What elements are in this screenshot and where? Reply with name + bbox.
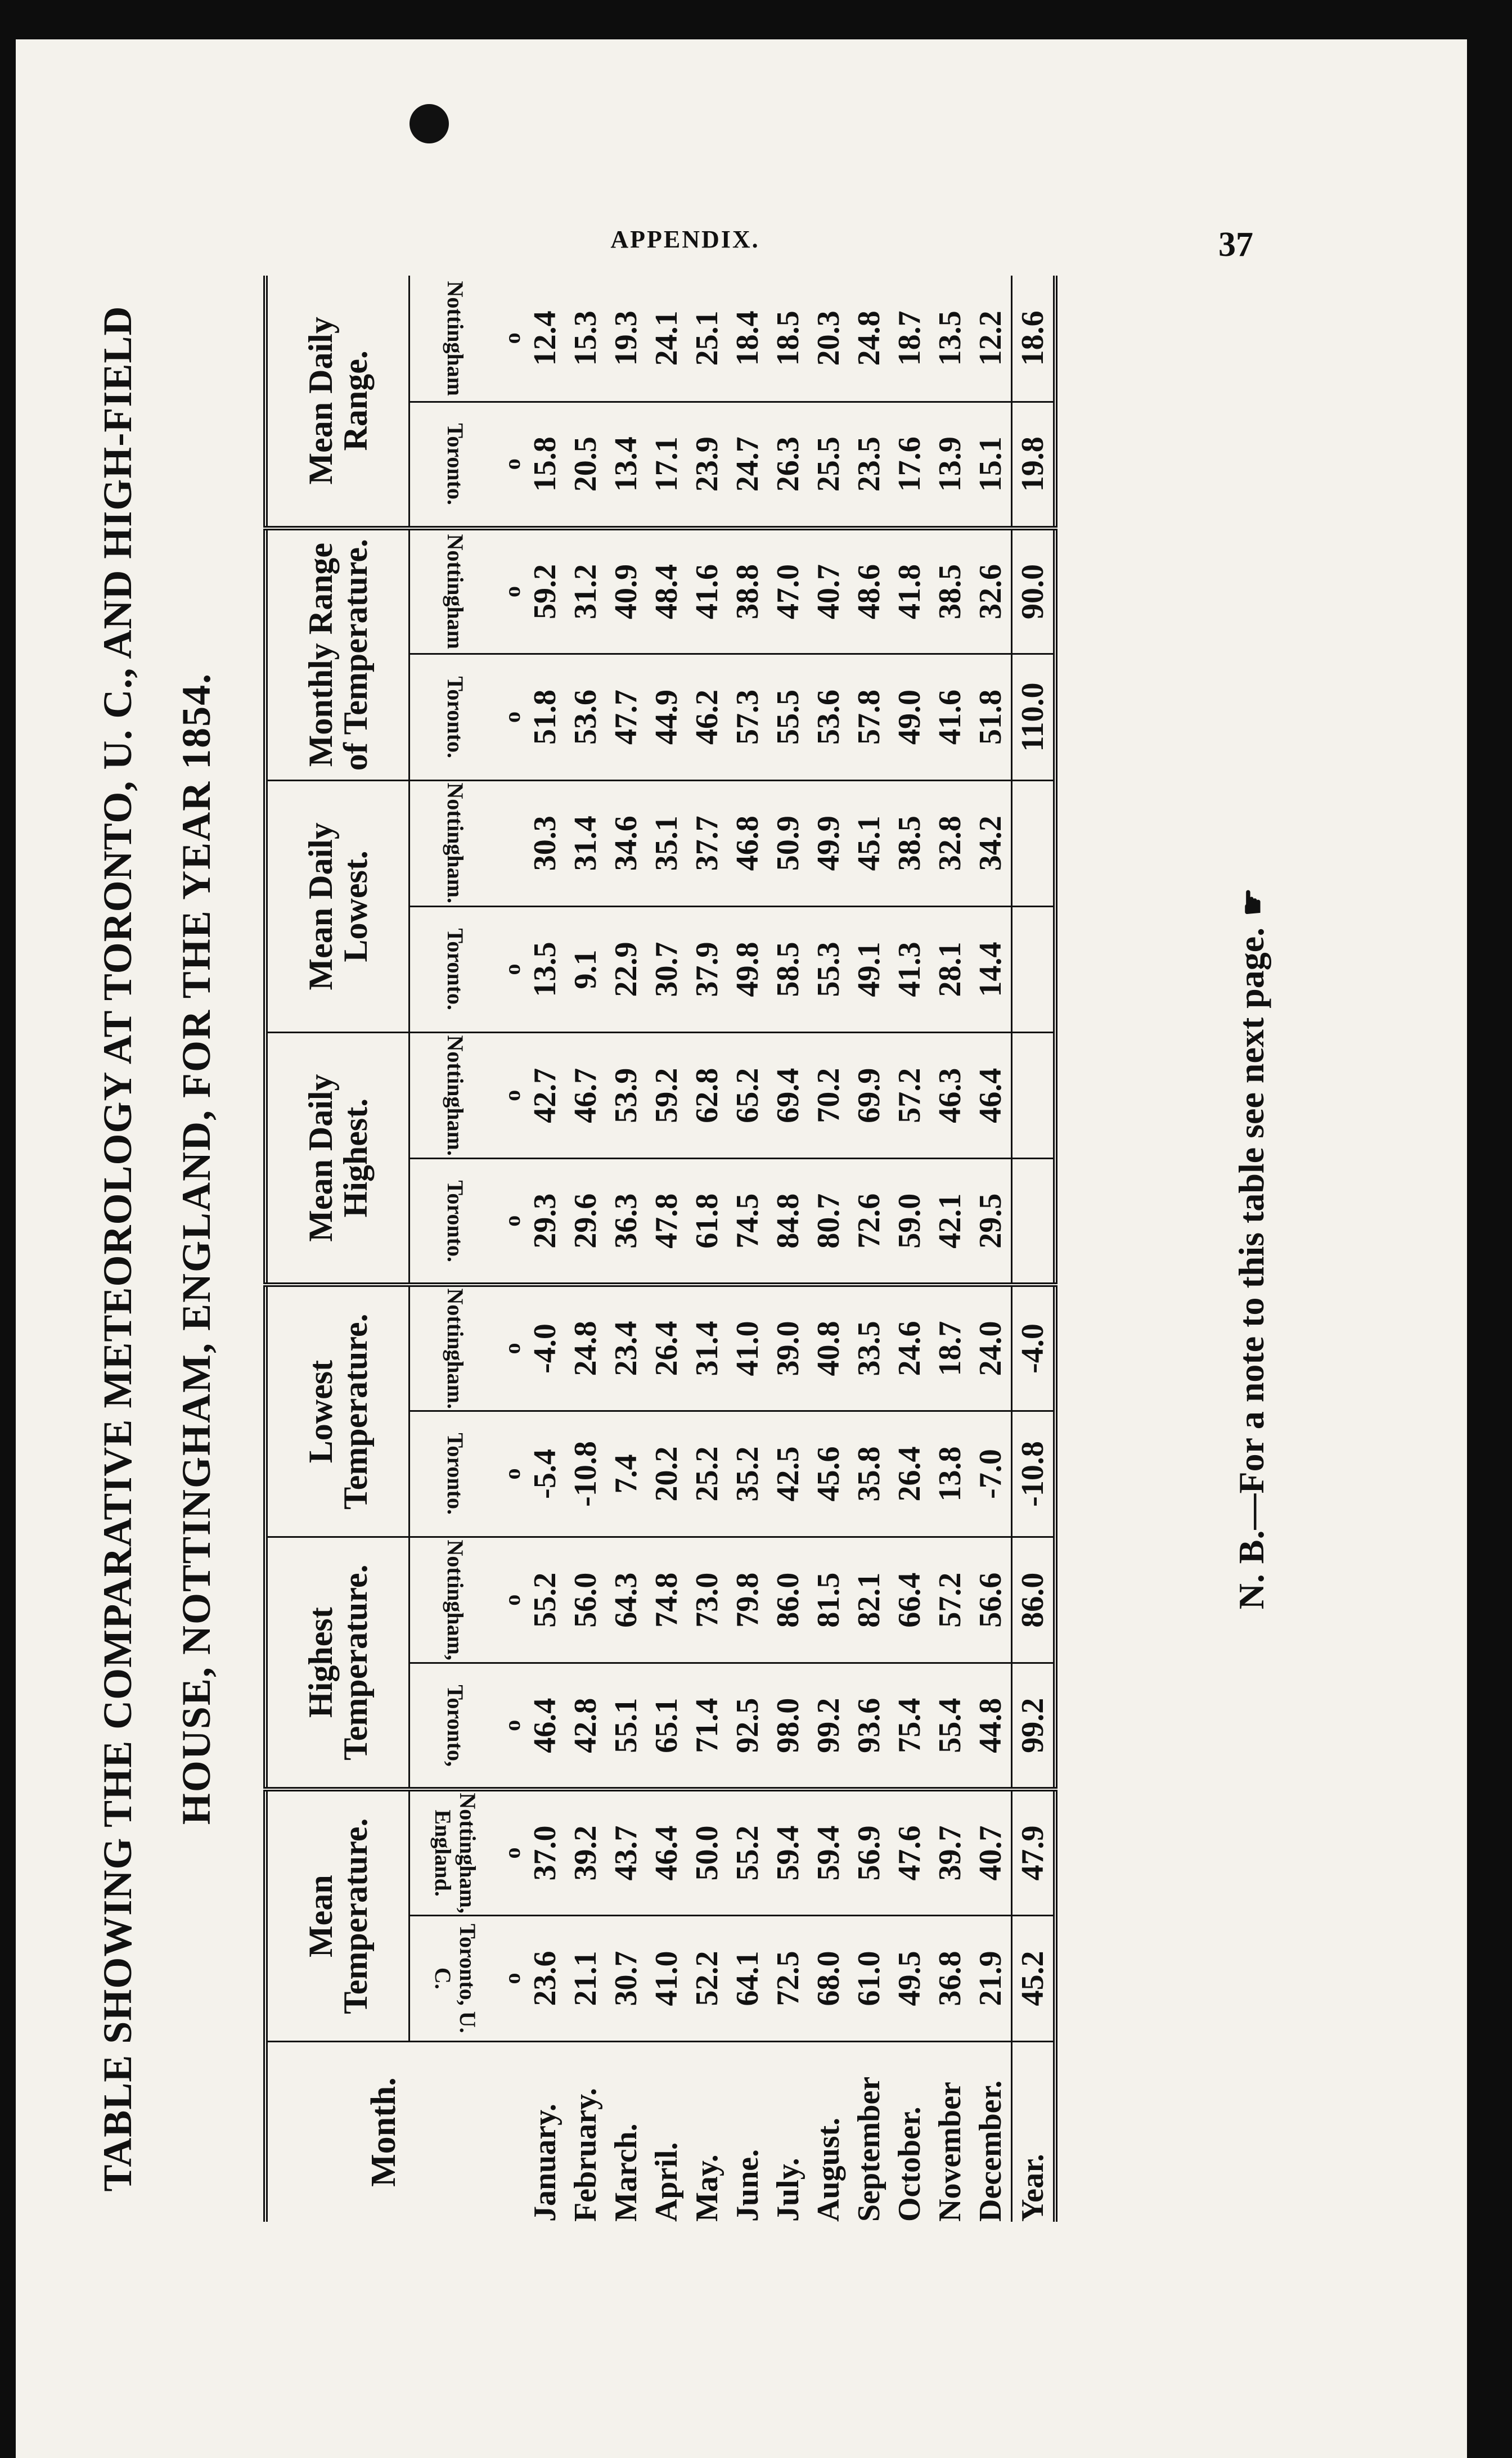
value-cell: 47.6: [889, 1789, 930, 1915]
value-cell: 29.6: [565, 1159, 606, 1285]
value-cell: 13.5: [525, 906, 565, 1032]
value-cell: 65.2: [727, 1033, 768, 1159]
value-cell: 32.8: [930, 780, 970, 906]
value-cell: 18.7: [889, 276, 930, 402]
value-cell: 39.2: [565, 1789, 606, 1915]
value-cell: 86.0: [768, 1537, 808, 1663]
value-cell: 57.2: [889, 1033, 930, 1159]
value-cell: 90.0: [1012, 528, 1056, 654]
rotated-table-block: [94, 276, 1271, 2222]
value-cell: -10.8: [1012, 1411, 1056, 1537]
value-cell: 46.4: [970, 1033, 1012, 1159]
footnote-text: —For a note to this table see next page.: [1231, 927, 1271, 1530]
month-cell: June.: [730, 2149, 765, 2222]
footnote-lead: N. B.: [1231, 1529, 1271, 1610]
month-cell: March.: [609, 2123, 644, 2222]
group-header: Mean Daily Lowest.: [266, 780, 410, 1033]
group-header: Highest Temperature.: [266, 1537, 410, 1790]
value-cell: 28.1: [930, 906, 970, 1032]
sub-header-label: Toronto.: [443, 676, 468, 758]
value-cell: 45.1: [849, 780, 889, 906]
value-cell: 73.0: [687, 1537, 727, 1663]
value-cell: 31.4: [687, 1285, 727, 1411]
value-cell: -5.4: [525, 1411, 565, 1537]
table-row: [768, 276, 808, 2222]
value-cell: 24.6: [889, 1285, 930, 1411]
value-cell: 59.2: [646, 1033, 687, 1159]
value-cell: 33.5: [849, 1285, 889, 1411]
sub-header: [410, 1159, 501, 1285]
sub-header-label: Toronto, U. C.: [430, 1924, 480, 2033]
value-cell: 38.8: [727, 528, 768, 654]
footnote: [1231, 276, 1272, 2222]
table-body: [500, 276, 1055, 2222]
value-cell: 25.5: [808, 402, 849, 528]
running-header: APPENDIX.: [610, 226, 760, 253]
month-cell: February.: [568, 2088, 603, 2222]
value-cell: -10.8: [565, 1411, 606, 1537]
group-header: Mean Daily Highest.: [266, 1033, 410, 1285]
value-cell: 38.5: [889, 780, 930, 906]
value-cell: 29.5: [970, 1159, 1012, 1285]
value-cell: 42.8: [565, 1663, 606, 1789]
value-cell: 55.4: [930, 1663, 970, 1789]
value-cell: 72.5: [768, 1915, 808, 2041]
meteorology-table: [263, 276, 1058, 2222]
value-cell: 70.2: [808, 1033, 849, 1159]
value-cell: 50.0: [687, 1789, 727, 1915]
value-cell: 24.8: [565, 1285, 606, 1411]
value-cell: 99.2: [1012, 1663, 1056, 1789]
value-cell: 41.6: [687, 528, 727, 654]
value-cell: 18.6: [1012, 276, 1056, 402]
table-title-line-1: TABLE SHOWING THE COMPARATIVE METEOROLOGY AT TORONTO, U. C., AND HIGH-FIELD: [95, 305, 140, 2192]
pointing-hand-icon: ☛: [1236, 888, 1271, 916]
value-cell: 14.4: [970, 906, 1012, 1032]
value-cell: 39.0: [768, 1285, 808, 1411]
value-cell: 21.9: [970, 1915, 1012, 2041]
value-cell: 42.5: [768, 1411, 808, 1537]
value-cell: 40.7: [970, 1789, 1012, 1915]
value-cell: 30.3: [525, 780, 565, 906]
value-cell: [1012, 1033, 1056, 1159]
value-cell: 37.0: [525, 1789, 565, 1915]
value-cell: 13.9: [930, 402, 970, 528]
value-cell: 66.4: [889, 1537, 930, 1663]
sub-header-label: Toronto.: [443, 423, 468, 506]
value-cell: 47.9: [1012, 1789, 1056, 1915]
value-cell: 23.4: [606, 1285, 646, 1411]
value-cell: 44.8: [970, 1663, 1012, 1789]
month-cell: January.: [528, 2103, 562, 2222]
value-cell: 110.0: [1012, 654, 1056, 780]
month-cell: April.: [649, 2142, 684, 2222]
value-cell: 47.7: [606, 654, 646, 780]
value-cell: -4.0: [1012, 1285, 1056, 1411]
value-cell: 25.2: [687, 1411, 727, 1537]
value-cell: 86.0: [1012, 1537, 1056, 1663]
value-cell: 47.0: [768, 528, 808, 654]
table-row: [525, 276, 565, 2222]
value-cell: 99.2: [808, 1663, 849, 1789]
value-cell: 46.7: [565, 1033, 606, 1159]
document-page: [16, 39, 1467, 2458]
value-cell: 23.9: [687, 402, 727, 528]
value-cell: 17.6: [889, 402, 930, 528]
value-cell: 35.1: [646, 780, 687, 906]
value-cell: 31.2: [565, 528, 606, 654]
month-cell: October.: [892, 2106, 927, 2222]
sub-header-label: Nottingham, England.: [430, 1793, 480, 1914]
sub-header-label: Nottingham.: [443, 783, 468, 904]
month-cell: August.: [811, 2117, 846, 2222]
degree-mark: o: [500, 1789, 525, 1915]
sub-header-label: Toronto.: [443, 1433, 468, 1515]
sub-header: [410, 1789, 501, 1915]
sub-header: [410, 1915, 501, 2041]
value-cell: 82.1: [849, 1537, 889, 1663]
table-row: [930, 276, 970, 2222]
value-cell: 56.6: [970, 1537, 1012, 1663]
value-cell: 19.3: [606, 276, 646, 402]
value-cell: 25.1: [687, 276, 727, 402]
degree-mark: [500, 780, 525, 906]
degree-mark: o: [500, 1915, 525, 2041]
table-row: [889, 276, 930, 2222]
value-cell: 41.0: [727, 1285, 768, 1411]
degree-mark: o: [500, 906, 525, 1032]
degree-mark: o: [500, 276, 525, 402]
sub-header-label: Nottingham.: [443, 1288, 468, 1409]
value-cell: 55.5: [768, 654, 808, 780]
value-cell: 41.8: [889, 528, 930, 654]
table-row: [606, 276, 646, 2222]
value-cell: 34.2: [970, 780, 1012, 906]
value-cell: 93.6: [849, 1663, 889, 1789]
group-header: Mean Daily Range.: [266, 276, 410, 528]
degree-mark: o: [500, 1537, 525, 1663]
sub-header: [410, 276, 501, 402]
value-cell: 24.0: [970, 1285, 1012, 1411]
value-cell: 41.0: [646, 1915, 687, 2041]
value-cell: 20.5: [565, 402, 606, 528]
value-cell: 26.3: [768, 402, 808, 528]
value-cell: 22.9: [606, 906, 646, 1032]
value-cell: 31.4: [565, 780, 606, 906]
value-cell: 34.6: [606, 780, 646, 906]
value-cell: 19.8: [1012, 402, 1056, 528]
table-row: [727, 276, 768, 2222]
sub-header: [410, 528, 501, 654]
value-cell: 37.9: [687, 906, 727, 1032]
value-cell: 23.5: [849, 402, 889, 528]
value-cell: 24.8: [849, 276, 889, 402]
sub-header: [410, 654, 501, 780]
sub-header: [410, 1033, 501, 1159]
value-cell: 56.9: [849, 1789, 889, 1915]
month-cell: Year.: [1012, 2042, 1056, 2222]
value-cell: 13.5: [930, 276, 970, 402]
value-cell: 59.4: [808, 1789, 849, 1915]
value-cell: 21.1: [565, 1915, 606, 2041]
value-cell: 35.2: [727, 1411, 768, 1537]
value-cell: 64.3: [606, 1537, 646, 1663]
value-cell: 84.8: [768, 1159, 808, 1285]
sub-header: [410, 1411, 501, 1537]
meteorology-table-wrap: [263, 276, 1058, 2222]
value-cell: 59.4: [768, 1789, 808, 1915]
value-cell: 30.7: [646, 906, 687, 1032]
sub-header-label: Nottingham: [443, 534, 468, 650]
sub-header-label: Toronto.: [443, 928, 468, 1011]
degree-mark: o: [500, 1411, 525, 1537]
value-cell: 46.2: [687, 654, 727, 780]
value-cell: 12.4: [525, 276, 565, 402]
value-cell: 15.8: [525, 402, 565, 528]
value-cell: 61.0: [849, 1915, 889, 2041]
degree-mark: o: [500, 1033, 525, 1159]
value-cell: 58.5: [768, 906, 808, 1032]
sub-header: [410, 1663, 501, 1789]
value-cell: 59.0: [889, 1159, 930, 1285]
value-cell: -7.0: [970, 1411, 1012, 1537]
value-cell: 18.4: [727, 276, 768, 402]
value-cell: 24.1: [646, 276, 687, 402]
month-column-header: Month.: [266, 2042, 500, 2222]
value-cell: 23.6: [525, 1915, 565, 2041]
value-cell: 61.8: [687, 1159, 727, 1285]
table-row: [646, 276, 687, 2222]
degree-mark: o: [500, 528, 525, 654]
sub-header: [410, 906, 501, 1032]
value-cell: 51.8: [525, 654, 565, 780]
ink-blot: [410, 104, 449, 143]
value-cell: 98.0: [768, 1663, 808, 1789]
sub-header: [410, 1537, 501, 1663]
value-cell: 68.0: [808, 1915, 849, 2041]
value-cell: 37.7: [687, 780, 727, 906]
month-cell: May.: [690, 2154, 724, 2222]
value-cell: 59.2: [525, 528, 565, 654]
value-cell: 71.4: [687, 1663, 727, 1789]
value-cell: 42.7: [525, 1033, 565, 1159]
value-cell: 69.9: [849, 1033, 889, 1159]
value-cell: 15.3: [565, 276, 606, 402]
value-cell: 45.6: [808, 1411, 849, 1537]
value-cell: 48.6: [849, 528, 889, 654]
value-cell: 49.9: [808, 780, 849, 906]
value-cell: [1012, 780, 1056, 906]
month-cell: November: [933, 2082, 968, 2222]
value-cell: 44.9: [646, 654, 687, 780]
value-cell: 52.2: [687, 1915, 727, 2041]
value-cell: 46.4: [646, 1789, 687, 1915]
degree-mark: o: [500, 1159, 525, 1285]
value-cell: 57.3: [727, 654, 768, 780]
degree-mark: o: [500, 1663, 525, 1789]
value-cell: 92.5: [727, 1663, 768, 1789]
value-cell: 39.7: [930, 1789, 970, 1915]
value-cell: 55.1: [606, 1663, 646, 1789]
value-cell: 13.4: [606, 402, 646, 528]
value-cell: 64.1: [727, 1915, 768, 2041]
value-cell: 9.1: [565, 906, 606, 1032]
group-header: Mean Temperature.: [266, 1789, 410, 2042]
value-cell: [1012, 906, 1056, 1032]
value-cell: 69.4: [768, 1033, 808, 1159]
table-row: [565, 276, 606, 2222]
group-header: Lowest Temperature.: [266, 1285, 410, 1537]
value-cell: 7.4: [606, 1411, 646, 1537]
value-cell: 24.7: [727, 402, 768, 528]
month-cell: September: [852, 2076, 886, 2222]
value-cell: 79.8: [727, 1537, 768, 1663]
value-cell: 20.2: [646, 1411, 687, 1537]
sub-header-row: [410, 276, 501, 2222]
value-cell: 36.8: [930, 1915, 970, 2041]
table-title-line-2: HOUSE, NOTTINGHAM, ENGLAND, FOR THE YEAR 1854.: [174, 672, 219, 1825]
value-cell: 15.1: [970, 402, 1012, 528]
sub-header: [410, 1285, 501, 1411]
value-cell: 43.7: [606, 1789, 646, 1915]
group-header-row: [266, 276, 410, 2222]
value-cell: 49.0: [889, 654, 930, 780]
value-cell: 45.2: [1012, 1915, 1056, 2041]
value-cell: 13.8: [930, 1411, 970, 1537]
value-cell: 26.4: [889, 1411, 930, 1537]
table-row: [687, 276, 727, 2222]
value-cell: 55.2: [525, 1537, 565, 1663]
value-cell: 72.6: [849, 1159, 889, 1285]
value-cell: 42.1: [930, 1159, 970, 1285]
value-cell: [1012, 1159, 1056, 1285]
value-cell: 41.3: [889, 906, 930, 1032]
value-cell: 46.8: [727, 780, 768, 906]
blank-cell: [500, 2042, 525, 2222]
value-cell: 41.6: [930, 654, 970, 780]
degree-row: [500, 276, 525, 2222]
value-cell: 40.8: [808, 1285, 849, 1411]
value-cell: 55.3: [808, 906, 849, 1032]
value-cell: 65.1: [646, 1663, 687, 1789]
sub-header-label: Toronto.: [443, 1180, 468, 1262]
value-cell: 40.9: [606, 528, 646, 654]
value-cell: 56.0: [565, 1537, 606, 1663]
value-cell: 48.4: [646, 528, 687, 654]
value-cell: 30.7: [606, 1915, 646, 2041]
sub-header: [410, 780, 501, 906]
value-cell: 62.8: [687, 1033, 727, 1159]
degree-mark: o: [500, 1285, 525, 1411]
value-cell: 46.4: [525, 1663, 565, 1789]
value-cell: 80.7: [808, 1159, 849, 1285]
value-cell: 53.6: [565, 654, 606, 780]
value-cell: 49.1: [849, 906, 889, 1032]
sub-header-label: Nottingham,: [443, 1539, 468, 1660]
value-cell: 20.3: [808, 276, 849, 402]
value-cell: 49.5: [889, 1915, 930, 2041]
value-cell: -4.0: [525, 1285, 565, 1411]
value-cell: 49.8: [727, 906, 768, 1032]
value-cell: 29.3: [525, 1159, 565, 1285]
value-cell: 17.1: [646, 402, 687, 528]
sub-header-label: Toronto,: [443, 1684, 468, 1767]
page-number: 37: [1218, 226, 1253, 264]
value-cell: 53.6: [808, 654, 849, 780]
value-cell: 50.9: [768, 780, 808, 906]
value-cell: 81.5: [808, 1537, 849, 1663]
sub-header: [410, 402, 501, 528]
value-cell: 55.2: [727, 1789, 768, 1915]
value-cell: 38.5: [930, 528, 970, 654]
value-cell: 75.4: [889, 1663, 930, 1789]
month-cell: July.: [771, 2158, 806, 2222]
value-cell: 18.7: [930, 1285, 970, 1411]
value-cell: 18.5: [768, 276, 808, 402]
value-cell: 12.2: [970, 276, 1012, 402]
value-cell: 57.2: [930, 1537, 970, 1663]
value-cell: 51.8: [970, 654, 1012, 780]
sub-header-label: Nottingham: [443, 281, 468, 396]
degree-mark: o: [500, 402, 525, 528]
value-cell: 74.5: [727, 1159, 768, 1285]
table-row: [808, 276, 849, 2222]
table-row: [849, 276, 889, 2222]
month-cell: December.: [973, 2080, 1008, 2222]
group-header: Monthly Range of Temperature.: [266, 528, 410, 781]
degree-mark: o: [500, 654, 525, 780]
value-cell: 46.3: [930, 1033, 970, 1159]
value-cell: 47.8: [646, 1159, 687, 1285]
value-cell: 74.8: [646, 1537, 687, 1663]
value-cell: 35.8: [849, 1411, 889, 1537]
table-row: [970, 276, 1012, 2222]
value-cell: 40.7: [808, 528, 849, 654]
value-cell: 32.6: [970, 528, 1012, 654]
sub-header-label: Nottingham.: [443, 1035, 468, 1156]
year-row: [1012, 276, 1056, 2222]
value-cell: 53.9: [606, 1033, 646, 1159]
value-cell: 26.4: [646, 1285, 687, 1411]
value-cell: 57.8: [849, 654, 889, 780]
value-cell: 36.3: [606, 1159, 646, 1285]
